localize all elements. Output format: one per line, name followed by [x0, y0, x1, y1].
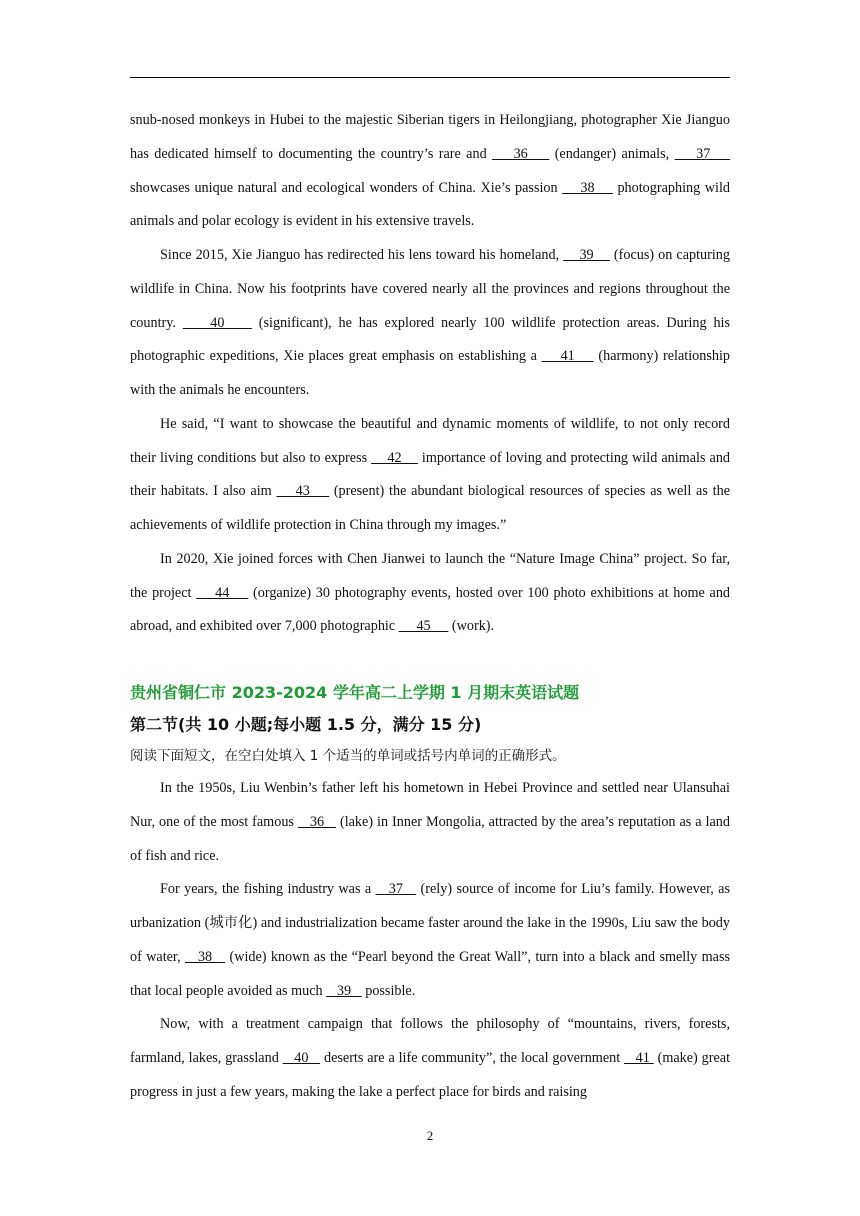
answer-blank: 44: [196, 584, 249, 601]
answer-blank: 37: [674, 145, 731, 162]
answer-blank: 41: [624, 1050, 654, 1066]
answer-blank: 41: [541, 348, 594, 365]
passage2-paragraph-1: In the 1950s, Liu Wenbin’s father left his hometown in Hebei Province and settled near Ulansuhai Nur, one of the most famous 36 (lake) in Inner Mongolia, attracted by the area’s reputation as a land of fish and rice.: [130, 780, 730, 864]
answer-blank: 36: [492, 145, 550, 162]
page-number: 2: [426, 1128, 434, 1143]
passage1-paragraph-4: In 2020, Xie joined forces with Chen Jianwei to launch the “Nature Image China” project. So far, the project 44 (organize) 30 photography events, hosted over 100 photo exhibitions at home and abroad, and exhibited over 7,000 photographic 45 (work).: [130, 550, 731, 635]
answer-blank: 45: [398, 618, 449, 635]
passage2-paragraph-3: Now, with a treatment campaign that follows the philosophy of “mountains, rivers, forests, farmland, lakes, grassland 40 deserts are a life community”, the local government 41 (make) great progress in just a few years, making the lake a perfect place for birds and raising: [130, 1016, 731, 1100]
answer-blank: 37: [375, 881, 417, 898]
header-rule: [130, 77, 730, 78]
section-subtitle: 第二节(共 10 小题;每小题 1.5 分，满分 15 分): [130, 715, 482, 734]
section-instruction: 阅读下面短文，在空白处填入 1 个适当的单词或括号内单词的正确形式。: [130, 748, 566, 764]
answer-blank: 40: [182, 314, 252, 331]
answer-blank: 39: [563, 247, 610, 263]
passage1-paragraph-3: He said, “I want to showcase the beautiful and dynamic moments of wildlife, to not only record their living conditions but also to express 42 importance of loving and protecting wild animals and their habitats. I also aim 43 (present) the abundant biological resources of species as well as the achievements of wildlife protection in China through my images.”: [130, 415, 731, 533]
answer-blank: 36: [297, 813, 336, 830]
answer-blank: 39: [326, 982, 362, 999]
passage1-paragraph-1: snub-nosed monkeys in Hubei to the majestic Siberian tigers in Heilongjiang, photographer Xie Jianguo has dedicated himself to documenting the country’s rare and 36 (endanger) animals, 37 showcases unique natural and ecological wonders of China. Xie’s passion 38 photographing wild animals and polar ecology is evident in his extensive travels.: [130, 112, 731, 230]
passage2-paragraph-2: For years, the fishing industry was a 37 (rely) source of income for Liu’s family. However, as urbanization (城市化) and industrialization became faster around the lake in the 1990s, Liu saw the body of water, 38 (wide) known as the “Pearl beyond the Great Wall”, turn into a black and smelly mass that local people avoided as much 39 possible.: [130, 881, 730, 999]
passage1-paragraph-2: Since 2015, Xie Jianguo has redirected his lens toward his homeland, 39 (focus) on capturing wildlife in China. Now his footprints have covered nearly all the provinces and regions throughout the country. 40 (significant), he has explored nearly 100 wildlife protection areas. During his photographic expeditions, Xie places great emphasis on establishing a 41 (harmony) relationship with the animals he encounters.: [130, 247, 731, 398]
answer-blank: 43: [276, 483, 330, 500]
document-body: [130, 104, 730, 1110]
answer-blank: 38: [562, 179, 613, 196]
answer-blank: 40: [282, 1050, 321, 1066]
section-title: 贵州省铜仁市 2023-2024 学年高二上学期 1 月期末英语试题: [130, 683, 580, 702]
answer-blank: 38: [184, 948, 226, 965]
answer-blank: 42: [371, 449, 418, 466]
